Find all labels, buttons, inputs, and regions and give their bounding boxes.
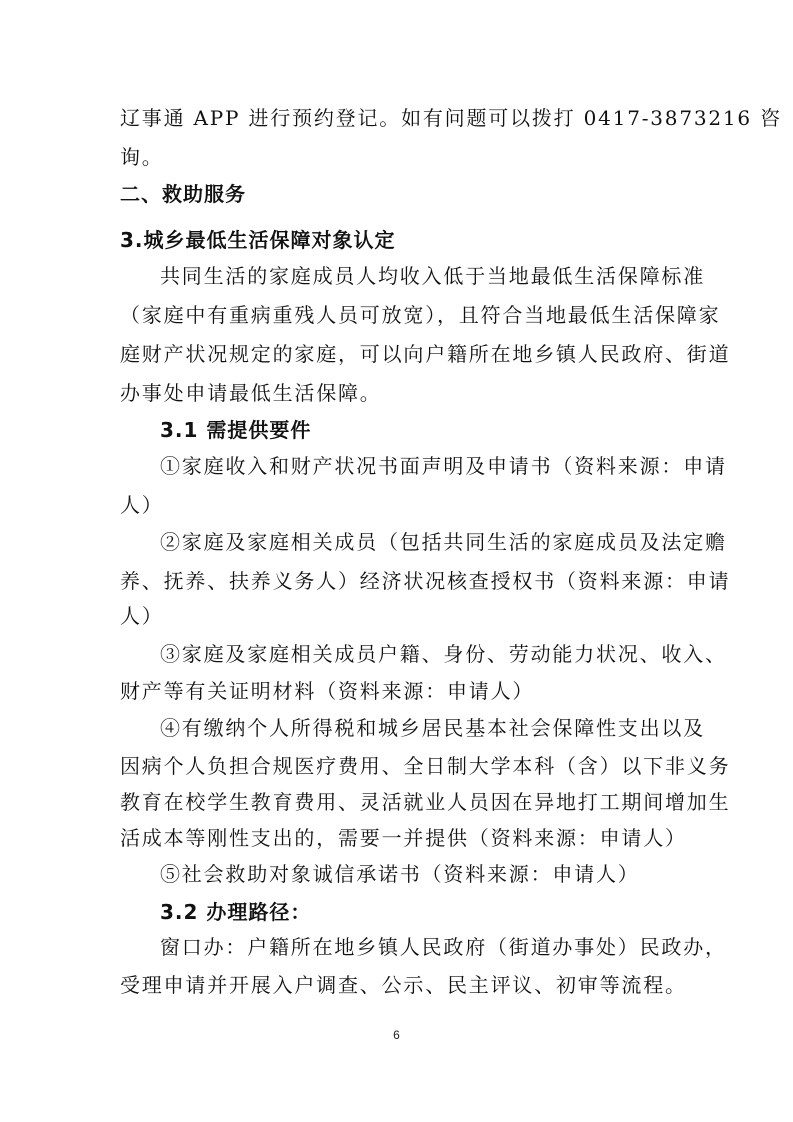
doc-4-line-3: 教育在校学生教育费用、灵活就业人员因在异地打工期间增加生 <box>120 790 731 814</box>
description-line-1: 共同生活的家庭成员人均收入低于当地最低生活保障标准 <box>160 264 705 288</box>
doc-3-line-1: ③家庭及家庭相关成员户籍、身份、劳动能力状况、收入、 <box>160 642 727 666</box>
doc-4-line-1: ④有缴纳个人所得税和城乡居民基本社会保障性支出以及 <box>160 716 705 740</box>
doc-3-line-2: 财产等有关证明材料（资料来源：申请人） <box>120 679 535 703</box>
doc-1-line-2: 人） <box>120 493 164 517</box>
required-docs-title: 3.1 需提供要件 <box>160 418 312 442</box>
doc-2-line-1: ②家庭及家庭相关成员（包括共同生活的家庭成员及法定赡 <box>160 530 727 554</box>
page-number: 6 <box>393 1028 400 1042</box>
doc-4-line-2: 因病个人负担合规医疗费用、全日制大学本科（含）以下非义务 <box>120 754 731 778</box>
process-line-1: 窗口办：户籍所在地乡镇人民政府（街道办事处）民政办， <box>160 935 727 959</box>
doc-4-line-4: 活成本等刚性支出的，需要一并提供（资料来源：申请人） <box>120 826 687 850</box>
doc-2-line-3: 人） <box>120 604 164 628</box>
process-title: 3.2 办理路径： <box>160 900 312 924</box>
description-line-2: （家庭中有重病重残人员可放宽），且符合当地最低生活保障家 <box>120 303 721 327</box>
section-title: 二、救助服务 <box>120 182 246 206</box>
description-line-4: 办事处申请最低生活保障。 <box>120 381 382 405</box>
intro-line-2: 询。 <box>120 145 164 169</box>
item-title: 3.城乡最低生活保障对象认定 <box>120 228 396 252</box>
process-line-2: 受理申请并开展入户调查、公示、民主评议、初审等流程。 <box>120 973 687 997</box>
doc-1-line-1: ①家庭收入和财产状况书面声明及申请书（资料来源：申请 <box>160 454 727 478</box>
doc-2-line-2: 养、抚养、扶养义务人）经济状况核查授权书（资料来源：申请 <box>120 569 731 593</box>
doc-5-line-1: ⑤社会救助对象诚信承诺书（资料来源：申请人） <box>160 862 640 886</box>
description-line-3: 庭财产状况规定的家庭，可以向户籍所在地乡镇人民政府、街道 <box>120 342 731 366</box>
intro-line-1: 辽事通 APP 进行预约登记。如有问题可以拨打 0417-3873216 咨 <box>120 106 782 130</box>
